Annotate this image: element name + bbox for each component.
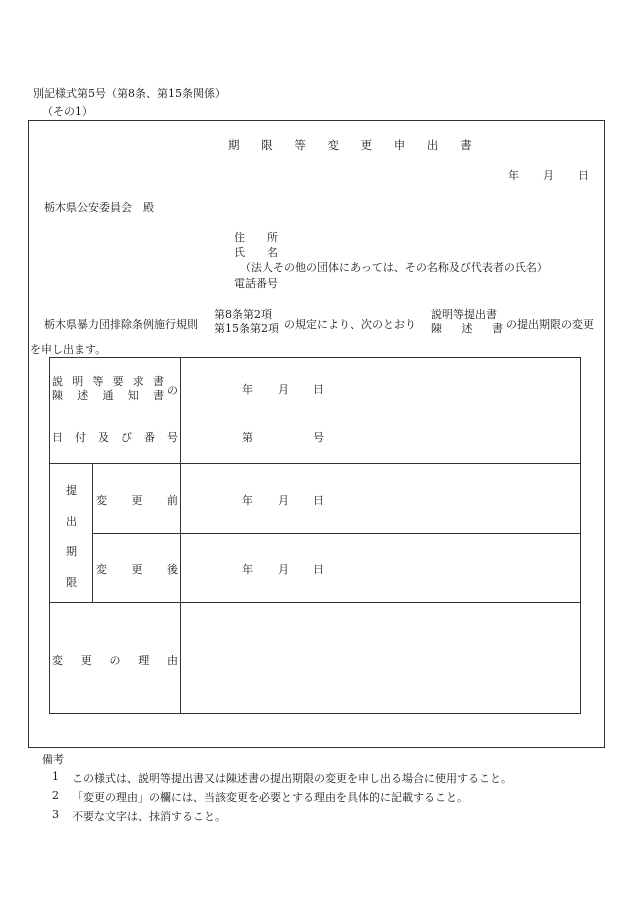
deadline-char-2: 出 bbox=[66, 515, 77, 528]
request-year: 年 bbox=[242, 383, 253, 396]
date-year: 年 bbox=[508, 169, 519, 182]
statement-middle: の規定により、次のとおり bbox=[284, 318, 416, 331]
form-title: 期 限 等 変 更 申 出 書 bbox=[228, 138, 481, 152]
name-note: （法人その他の団体にあっては、その名称及び代表者の氏名） bbox=[240, 261, 548, 274]
article-15: 第15条第2項 bbox=[214, 322, 279, 335]
doc-explanation: 説明等提出書 bbox=[431, 308, 497, 321]
article-8: 第8条第2項 bbox=[214, 308, 272, 321]
form-number: 別記様式第5号（第8条、第15条関係） bbox=[33, 87, 226, 100]
phone-label: 電話番号 bbox=[234, 277, 278, 290]
note-2-num: 2 bbox=[52, 789, 59, 802]
deadline-char-3: 期 bbox=[66, 545, 77, 558]
request-doc-line2: 陳 述 通 知 書 bbox=[52, 389, 164, 402]
addressee: 栃木県公安委員会 殿 bbox=[44, 201, 154, 214]
article-options bbox=[214, 308, 279, 336]
note-2-text: 「変更の理由」の欄には、当該変更を必要とする理由を具体的に記載すること。 bbox=[72, 791, 468, 804]
statement-continuation: を申し出ます。 bbox=[30, 343, 107, 356]
notes-title: 備考 bbox=[42, 753, 64, 766]
note-3-text: 不要な文字は、抹消すること。 bbox=[72, 810, 226, 823]
after-change-label: 変 更 後 bbox=[96, 563, 178, 576]
reason-label: 変 更 の 理 由 bbox=[52, 654, 178, 667]
table-row-divider-1 bbox=[49, 463, 580, 464]
table-row-divider-3 bbox=[49, 602, 580, 603]
before-month: 月 bbox=[278, 494, 289, 507]
request-doc-line1: 説 明 等 要 求 書 bbox=[52, 375, 164, 388]
table-row-divider-2 bbox=[92, 533, 580, 534]
note-1-text: この様式は、説明等提出書又は陳述書の提出期限の変更を申し出る場合に使用すること。 bbox=[72, 772, 512, 785]
name-label: 氏 名 bbox=[234, 246, 278, 259]
statement-end: の提出期限の変更 bbox=[506, 318, 594, 331]
after-year: 年 bbox=[242, 563, 253, 576]
request-day: 日 bbox=[313, 383, 324, 396]
document-options bbox=[431, 308, 503, 336]
rule-name: 栃木県暴力団排除条例施行規則 bbox=[44, 318, 198, 331]
form-part: （その1） bbox=[42, 105, 93, 118]
address-label: 住 所 bbox=[234, 231, 278, 244]
deadline-char-4: 限 bbox=[66, 576, 77, 589]
deadline-char-1: 提 bbox=[66, 484, 77, 497]
date-number-label: 日 付 及 び 番 号 bbox=[52, 431, 178, 444]
before-change-label: 変 更 前 bbox=[96, 494, 178, 507]
date-day: 日 bbox=[578, 169, 589, 182]
note-1-num: 1 bbox=[52, 770, 59, 783]
request-month: 月 bbox=[278, 383, 289, 396]
number-prefix: 第 bbox=[242, 431, 253, 444]
number-suffix: 号 bbox=[313, 431, 324, 444]
after-day: 日 bbox=[313, 563, 324, 576]
after-month: 月 bbox=[278, 563, 289, 576]
table-col-divider bbox=[180, 357, 181, 713]
doc-statement: 陳 述 書 bbox=[431, 322, 503, 335]
before-year: 年 bbox=[242, 494, 253, 507]
request-doc-label bbox=[52, 375, 164, 403]
date-month: 月 bbox=[543, 169, 554, 182]
request-doc-suffix: の bbox=[167, 384, 178, 397]
before-day: 日 bbox=[313, 494, 324, 507]
note-3-num: 3 bbox=[52, 808, 59, 821]
